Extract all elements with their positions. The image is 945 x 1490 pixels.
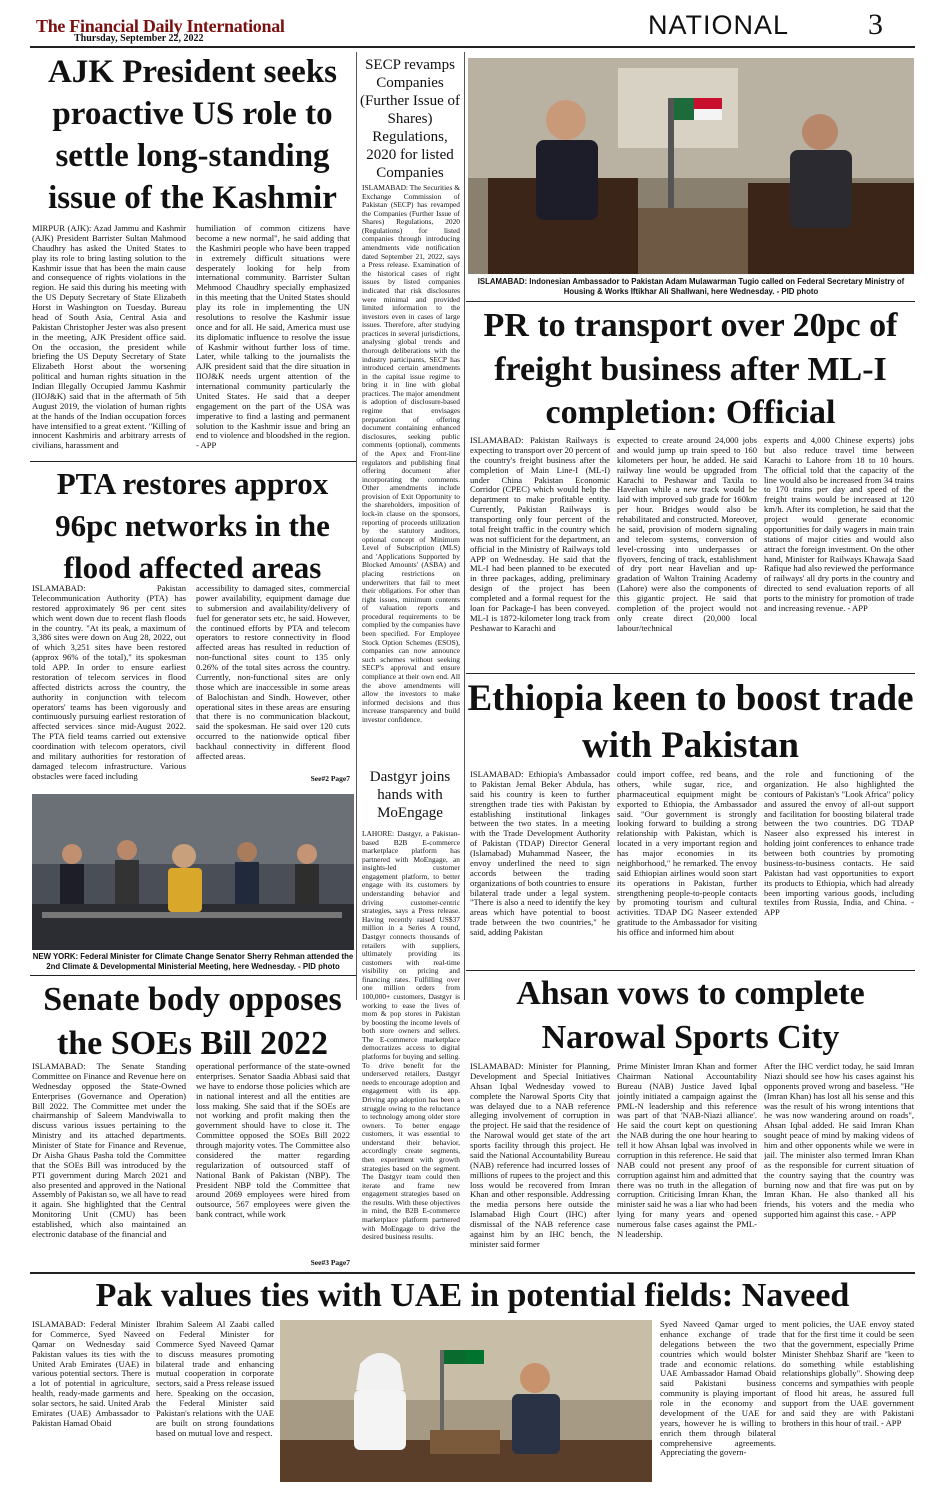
divider	[466, 970, 915, 971]
uae-column-4: ment policies, the UAE envoy stated that for the first time it could be seen that the government, especially Prime Minister Shehbaz Sharif are "keen to do something while establishing relationships globally". Showing deep concerns and sympathies with people of flood hit areas, he assured full support from the UAE government and said they are with Pakistani brothers in this hour of trail. - APP	[782, 1320, 914, 1428]
uae-column-3: Syed Naveed Qamar urged to enhance exchange of trade delegations between the two countries which would bolster trade and economic relations. UAE Ambassador Hamad Obaid said Pakistani business community is playing important role in the economy and development of the UAE for years, however he is willing to enrich them through bilateral comprehensive agreements. Appreciating the govern-	[660, 1320, 776, 1458]
pr-column-1: ISLAMABAD: Pakistan Railways is expecting to transport over 20 percent of the country's freight business after the completion of Main Line-I (ML-I) under China Pakistan Economic Corridor (CPEC) which would help the department to make profitable entity. Currently, Pakistan Railways is transporting only four percent of the total freight traffic in the country which was not sufficient for the department, an official in the Ministry of Railways told APP on Wednesday. He said that the ML-I had been planned to be executed in three packages, adding, preliminary design of the project has been completed and a formal request for the loan for Package-I has been conveyed. ML-I is 1872-kilometer long track from Peshawar to Karachi and	[470, 436, 610, 633]
uae-meeting-photo-image	[280, 1320, 652, 1482]
uae-column-2: Ibrahim Saleem Al Zaabi called on Federal Minister for Commerce Syed Naveed Qamar to discuss measures promoting bilateral trade and enhancing mutual cooperation in corporate sectors, said a Press release issued here. Speaking on the occasion, the Federal Minister said Pakistan's relations with the UAE are built on strong foundations based on mutual love and respect.	[156, 1320, 274, 1438]
meeting-photo	[468, 58, 914, 274]
ahsan-column-3: After the IHC verdict today, he said Imran Niazi should see how his cases against his opponents proved wrong and baseless. "He (Imran Khan) has lost all his sense and this was the result of his wrong intentions that he was now wandering around on roads", Ahsan Iqbal added. He said Imran Khan sought peace of mind by making videos of him and other opponents while we were in jail. The minister also termed Imran Khan as the responsible for current situation of the country saying that the country was burning now and that fire was put on by Imran Khan. He also thanked all his friends, his voters and the media who supported him against this case. - APP	[764, 1062, 914, 1220]
ethiopia-headline: Ethiopia keen to boost trade with Pakistan	[467, 678, 914, 766]
divider	[30, 461, 356, 462]
dastgyr-headline: Dastgyr joins hands with MoEngage	[369, 769, 451, 821]
ahsan-headline: Ahsan vows to complete Narowal Sports City	[516, 975, 865, 1057]
uae-headline: Pak values ties with UAE in potential fields: Naveed	[95, 1277, 850, 1314]
section-label: NATIONAL	[648, 10, 790, 40]
pta-column-1: ISLAMABAD: Pakistan Telecommunication Authority (PTA) has restored approximately 96 per cent sites which went down due to recent flash floods in the country. "At its peak, a maximum of 3,386 sites were down on Aug 28, 2022, out of which 3,251 sites have been restored (approx 96% of the total)," its spokesman told APP. In order to ensure earliest restoration of telecom services in flood affected districts across the country, the authority in conjunction with telecom operators' teams has been vigorously and continuously pursuing earliest restoration of affected services since mid-August 2022. The PTA field teams carried out extensive coordination with telecom operators, civil and military authorities for restoration of damaged telecom infrastructure. Various obstacles were faced including	[32, 584, 186, 781]
ajk-column-2: humiliation of common citizens have become a new normal", he said adding that the Kashmiri people who have been trapped in extremely difficult situations were desperately looking for help from international community. Barrister Sultan Mehmood Chaudhry specially emphasized in this meeting that the United States should play its role in implementing the UN resolutions to resolve the Kashmir issue once and for all. He said, America must use its diplomatic influence to resolve the issue of Kashmir without further loss of time. Later, while talking to the journalists the AJK president said that the dire situation in IIOJ&K needs urgent attention of the international community particularly the United States. He said that a deeper engagement on the part of the USA was imperative to find a lasting and permanent solution to the Kashmir issue and bring an end to violence and bloodshed in the region. - APP	[196, 224, 350, 451]
ajk-column-1: MIRPUR (AJK): Azad Jammu and Kashmir (AJK) President Barrister Sultan Mahmood Chaudhry has asked the United States to play its role to bring lasting solution to the Kashmir issue that has been the main cause and consequence of rights violations in the region. He said this during his meeting with the US Deputy Secretary of State Elizabeth Horst in Washington on Tuesday. Bureau head of South Asia, Central Asia and Pakistan Christopher Jester was also present in the meeting, AJK President office said. On the occasion, the president while briefing the US Deputy Secretary of State Elizabeth Horst about the worsening political and human rights situation in the Indian Illegally Occupied Jammu Kashmir (IIOJ&K) said that in the aftermath of 5th August 2019, the violation of human rights at the hands of the Indian occupation forces have intensified to a great extent. "Killing of innocent Kashmiris and arbitrary arrests of civilians, harassment and	[32, 224, 186, 451]
page-number: 3	[868, 8, 883, 41]
divider	[30, 975, 356, 976]
masthead-rule	[30, 46, 915, 48]
ajk-headline: AJK President seeks proactive US role to settle long-standing issue of the Kashmir	[47, 54, 338, 216]
pta-continued: See#2 Page7	[310, 774, 350, 783]
senate-column-2: operational performance of the state-owned enterprises. Senator Saadia Abbasi said that we have to endorse those policies which are in national interest and all the entities are loss making. She said that if the SOEs are not working and profit making then the government should have to close it. The Committee opposed the SOEs Bill 2022 through majority votes. The Committee also considered the matter regarding regularization of outsourced staff of National Bank of Pakistan (NBP). The President NBP told the Committee that around 2069 employees were hired from outsource, 567 employees were given the bank contract, while work	[196, 1062, 350, 1220]
climate-meeting-photo-image	[32, 794, 354, 950]
climate-meeting-caption: NEW YORK: Federal Minister for Climate Change Senator Sherry Rehman attended the 2nd Climate & Developmental Ministerial Meeting, here Wednesday. - PID photo	[32, 952, 354, 971]
issue-date: Thursday, September 22, 2022	[74, 33, 204, 44]
pta-headline: PTA restores approx 96pc networks in the flood affected areas	[55, 466, 330, 585]
column-rule	[356, 52, 357, 1000]
divider	[466, 301, 915, 302]
pr-column-2: expected to create around 24,000 jobs and would jump up train speed to 160 kilometers per hour, he added. He said railway line would be upgraded from Karachi to Peshawar and Taxila to Havelian while a new track would be laid with improved sub grade for 160km per hour. Bridges would also be rehabilitated and constructed. Moreover, he said, provision of modern signaling and telecom systems, conversion of level-crossing into underpasses or flyovers, fencing of track, establishment of dry port near Havelian and up-gradation of Walton Training Academy (Lahore) were also the components of this gigantic project. He said that completion of the project would not only create direct (20,000 local labour/technical	[617, 436, 757, 633]
column-rule	[464, 52, 465, 1000]
uae-meeting-photo	[280, 1320, 652, 1482]
dastgyr-body: LAHORE: Dastgyr, a Pakistan-based B2B E-commerce marketplace platform has partnered with MoEngage, an insights-led customer engagement platform, to better engage with its customers by understanding behavior and driving customer-centric strategies, says a Press release. Having recently raised US$37 million in a Series A round, Dastgyr connects thousands of retailers with suppliers, ultimately providing its customers with real-time visibility on pricing and financing rates. Fulfilling over one million orders from 100,000+ customers, Dastgyr is working to ease the lives of mom & pop stores in Pakistan by boosting the income levels of both store owners and sellers. The E-commerce marketplace democratizes access to digital platforms for buying and selling. To drive benefit for the underserved retailers, Dastgyr needs to encourage adoption and engagement with its app. Driving app adoption has been a struggle owing to the reluctance to technology among older store owners. To better engage customers, it was essential to understand their behavior, accordingly create segments, then experiment with growth strategies based on the segment. The Dastgyr team could then iterate and frame new engagement strategies based on the results. With these objectives in mind, the B2B E-commerce marketplace platform partnered with MoEngage to drive the desired business results.	[362, 830, 460, 1242]
meeting-photo-image	[468, 58, 914, 274]
divider	[466, 673, 915, 674]
senate-continued: See#3 Page7	[310, 1258, 350, 1267]
pr-headline: PR to transport over 20pc of freight business after ML-I completion: Official	[483, 307, 898, 432]
uae-column-1: ISLAMABAD: Federal Minister for Commerce, Syed Naveed Qamar on Wednesday said Pakistan values its ties with the United Arab Emirates (UAE) in various potential sectors. There is a lot of potential in agriculture, health, ready-made garments and solar sectors, he said. United Arab Emirates (UAE) Ambassador to Pakistan Hamad Obaid	[32, 1320, 150, 1428]
ahsan-column-2: Prime Minister Imran Khan and former Chairman National Accountability Bureau (NAB) Justice Javed Iqbal jointly initiated a campaign against the PML-N leadership and this reference was part of that 'NAB-Niazi alliance'. He said the court kept on questioning the NAB during the one hour hearing to tell it how Ahsan Iqbal was involved in corruption in this reference. He said that NAB could not present any proof of corruption against him and admitted that there was no truth in the allegation of corruption. Criticising Imran Khan, the minister said he was a liar who had been lying for many years and opened numerous false cases against the PML-N leadership.	[617, 1062, 757, 1239]
ahsan-column-1: ISLAMABAD: Minister for Planning, Development and Special Initiatives Ahsan Iqbal Wednesday vowed to complete the Narowal Sports City that was delayed due to a NAB reference alleging involvement of corruption in the project. He said that the residence of the Narowal would get state of the art sports facility through this project. He said the National Accountability Bureau (NAB) reference had incurred losses of millions of rupees to the project and this loss would be recovered from Imran Khan and other responsible. Addressing the media persons here outside the Islamabad High Court (IHC) after dismissal of the NAB reference case against him by an IHC bench, the minister said former	[470, 1062, 610, 1249]
ethiopia-column-2: could import coffee, red beans, and others, while sugar, rice, and pharmaceutical equipment might be exported to Ethiopia, the Ambassador said. "Our government is strongly looking forward to building a strong relationship with Pakistan, which is located in a very important region and has major economies in its neighborhood," he remarked. The envoy said Ethiopian airlines would soon start its operations in Pakistan, further strengthening people-to-people contacts by promoting tourism and cultural activities. TDAP DG Naseer extended gratitude to the Ambassador for visiting his office and informed him about	[617, 770, 757, 937]
senate-headline: Senate body opposes the SOEs Bill 2022	[43, 981, 342, 1063]
ethiopia-column-3: the role and functioning of the organization. He also highlighted the contours of Pakistan's "Look Africa" policy and assured the envoy of all-out support and facilitation for boosting bilateral trade between the two countries. DG TDAP Naseer also expressed his interest in holding joint conferences to enhance trade between both countries by promoting business-to-business contacts. He said Pakistan had vast opportunities to export its products to Ethiopia, which had already been importing various goods, including textiles from Russia, India, and China. - APP	[764, 770, 914, 918]
secp-headline: SECP revamps Companies (Further Issue of Shares) Regulations, 2020 for listed Companies	[360, 57, 460, 181]
senate-column-1: ISLAMABAD: The Senate Standing Committee on Finance and Revenue here on Wednesday opposed the State-Owned Enterprises (Governance and Operation) Bill 2022. The Committee met under the chairmanship of Saleem Mandviwalla to discuss various issues pertaining to the Ministry and its attached departments. Minister of State for Finance and Revenue, Dr Aisha Ghaus Pasha told the Committee that the SOEs Bill was introduced by the PTI government during March 2021 and also presented and approved in the National Assembly of Pakistan so, we all have to read it again. She highlighted that the Central Monitoring Unit (CMU) has been established, which also maintained an electronic database of the financial and	[32, 1062, 186, 1239]
pta-column-2: accessibility to damaged sites, commercial power availability, equipment damage due to submersion and availability/delivery of fuel for generator sets etc, he said. However, the continued efforts by PTA and telecom operators to restore connectivity in flood affected areas has resulted in reduction of non-functional sites count to 135 only 0.26% of the total sites across the country. Currently, non-functional sites are only those which are inaccessible in some areas of Balochistan and Sindh. However, other operational sites in these areas are ensuring that there is no communication blackout, said the spokesman. He said over 120 cuts occurred to the nationwide optical fiber backhaul connectivity in different flood affected areas.	[196, 584, 350, 761]
ethiopia-column-1: ISLAMABAD: Ethiopia's Ambassador to Pakistan Jemal Beker Abdula, has said his country is keen to further strengthen trade ties with Pakistan by establishing institutional linkages between the two states. In a meeting with the Trade Development Authority of Pakistan (TDAP) Director General (Islamabad) Muhammad Naseer, the envoy underlined the need to sign accords between the trading organizations of both countries to ensure bilateral trade under a legal system. "There is also a need to identify the key areas which have potential to boost trade between the two countries," he said, adding Pakistan	[470, 770, 610, 937]
meeting-photo-caption: ISLAMABAD: Indonesian Ambassador to Pakistan Adam Mulawarman Tugio called on Federal Secretary Ministry of Housing & Works Iftikhar Ali Shallwani, here Wednesday. - PID photo	[477, 277, 905, 296]
pr-column-3: experts and 4,000 Chinese experts) jobs but also reduce travel time between Karachi to Lahore from 18 to 10 hours. The official told that the capacity of the line would also be increased from 34 trains to 170 trains per day and speed of the freight trains would be increased at 120 km/h. After its completion, he said that the project would generate economic opportunities for daily wagers in main train stations of major cities and would also attract the foreign investment. On the other hand, Minister for Railways Khawaja Saad Rafique had also reviewed the performance of railways' all dry ports in the country and directed to send evaluation reports of all ports to the ministry for promotion of trade and increasing revenue. - APP	[764, 436, 914, 613]
secp-body: ISLAMABAD: The Securities & Exchange Commission of Pakistan (SECP) has revamped the Companies (Further Issue of Shares) Regulations, 2020 (Regulations) for listed companies through introducing amendments vide notification dated September 21, 2022, says a Press release. Examination of the historical cases of right issues by listed companies indicated that risk disclosures were minimal and provided limited information to the investors even in cases of large issues. Therefore, after studying practices in several jurisdictions, analysing global trends and thorough deliberations with the industry participants, SECP has introduced certain amendments in the capital issue regime to bring it in line with global practices. The major amendment is adoption of disclosure-based regime that envisages preparation of offering document containing enhanced disclosures, seeking public comments (optional), comments of the Apex and Front-line regulators and publishing final offering document after incorporating the comments. Other amendments include provision of Exit Opportunity to the shareholders, imposition of lock-in clause on the sponsors, reporting of proceeds utilization by the statutory auditors, optional concept of Minimum Level of Subscription (MLS) and 'Applications Supported by Blocked Amounts' (ASBA) and placing restrictions on underwriters that fail to meet their obligations. For other than right issues, minimum contents of valuation reports and procedural requirements to be complied by the companies have been specified. For Employee Stock Option Schemes (ESOS), companies can now announce such schemes without seeking SECP's approval and ensure compliance at their own end. All the above amendments will allow the investors to make informed decisions and thus increase transparency and build investor confidence.	[362, 184, 460, 724]
climate-meeting-photo	[32, 794, 354, 950]
masthead-title: The Financial Daily International	[36, 16, 285, 36]
